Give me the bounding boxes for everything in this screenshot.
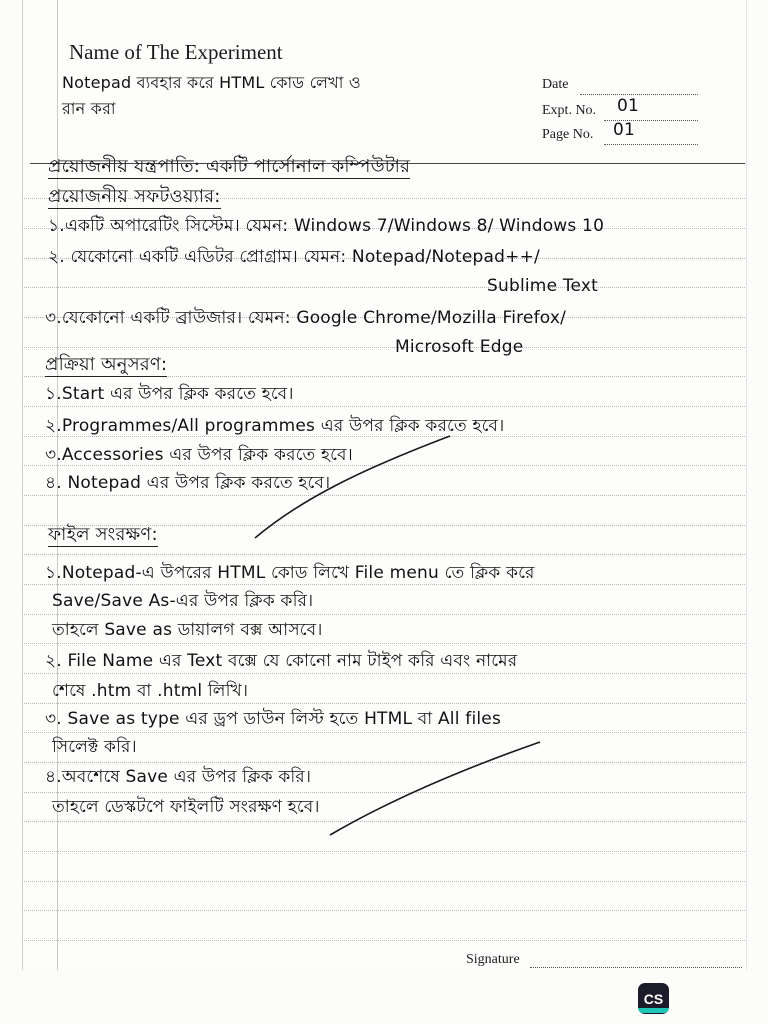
page-no-label: Page No. xyxy=(542,127,594,142)
saving-step-3-cont: সিলেক্ট করি। xyxy=(52,737,137,757)
expt-no-value: 01 xyxy=(617,96,640,116)
rule-line xyxy=(22,554,745,555)
camscanner-badge-text: CS xyxy=(643,990,664,1007)
saving-heading-text: ফাইল সংরক্ষণ: xyxy=(48,524,158,545)
rule-line xyxy=(22,881,745,882)
software-item-1: ১.একটি অপারেটিং সিস্টেম। যেমন: Windows 7/Windows 8/ Windows 10 xyxy=(48,216,605,236)
saving-step-1-cont: Save/Save As-এর উপর ক্লিক করি। xyxy=(52,591,314,611)
saving-step-3: ৩. Save as type এর ড্রপ ডাউন লিস্ট হতে HTML বা All files xyxy=(45,709,502,729)
experiment-name-label: Name of The Experiment xyxy=(69,40,283,64)
page-no-field-line xyxy=(604,144,698,145)
procedure-heading-text: প্রক্রিয়া অনুসরণ: xyxy=(45,354,168,375)
date-label: Date xyxy=(542,77,569,92)
procedure-heading xyxy=(45,350,167,381)
software-item-2-cont: Sublime Text xyxy=(487,276,599,296)
camscanner-badge-accent xyxy=(638,1008,669,1013)
experiment-title-line1: Notepad ব্যবহার করে HTML কোড লেখা ও xyxy=(62,73,361,92)
software-heading-text: প্রয়োজনীয় সফটওয়্যার: xyxy=(48,186,221,207)
saving-step-2: ২. File Name এর Text বক্সে যে কোনো নাম টাইপ করি এবং নামের xyxy=(45,651,518,671)
rule-line xyxy=(22,762,745,763)
rule-line xyxy=(22,347,745,348)
rule-line xyxy=(22,287,745,288)
rule-line xyxy=(22,910,745,911)
signature-field-line xyxy=(530,967,742,968)
saving-heading xyxy=(48,520,158,551)
saving-step-1-cont-2: তাহলে Save as ডায়ালগ বক্স আসবে। xyxy=(52,620,323,640)
rule-line xyxy=(22,940,745,941)
page-no-value: 01 xyxy=(613,120,636,140)
procedure-step-1: ১.Start এর উপর ক্লিক করতে হবে। xyxy=(45,384,294,404)
procedure-step-4: ৪. Notepad এর উপর ক্লিক করতে হবে। xyxy=(45,473,331,493)
experiment-title-line2: রান করা xyxy=(62,99,116,118)
rule-line xyxy=(22,792,745,793)
software-item-3: ৩.যেকোনো একটি ব্রাউজার। যেমন: Google Chrome/Mozilla Firefox/ xyxy=(45,308,567,328)
saving-step-1: ১.Notepad-এ উপরের HTML কোড লিখে File menu তে ক্লিক করে xyxy=(45,563,535,583)
software-heading xyxy=(48,182,221,213)
signature-label: Signature xyxy=(466,952,520,967)
procedure-step-3: ৩.Accessories এর উপর ক্লিক করতে হবে। xyxy=(45,445,353,465)
saving-step-2-cont: শেষে .htm বা .html লিখি। xyxy=(52,681,249,701)
expt-no-label: Expt. No. xyxy=(542,103,597,118)
software-item-3-cont: Microsoft Edge xyxy=(395,337,524,357)
saving-step-4-cont: তাহলে ডেস্কটপে ফাইলটি সংরক্ষণ হবে। xyxy=(52,797,320,817)
procedure-step-2: ২.Programmes/All programmes এর উপর ক্লিক করতে হবে। xyxy=(45,416,505,436)
saving-step-4: ৪.অবশেষে Save এর উপর ক্লিক করি। xyxy=(45,767,312,787)
equipment-line xyxy=(48,152,410,183)
rule-line xyxy=(22,851,745,852)
date-field-line xyxy=(580,94,698,95)
equipment-text: প্রয়োজনীয় যন্ত্রপাতি: একটি পার্সোনাল কম্পিউটার xyxy=(48,156,411,177)
software-item-2: ২. যেকোনো একটি এডিটর প্রোগ্রাম। যেমন: Notepad/Notepad++/ xyxy=(48,247,540,267)
